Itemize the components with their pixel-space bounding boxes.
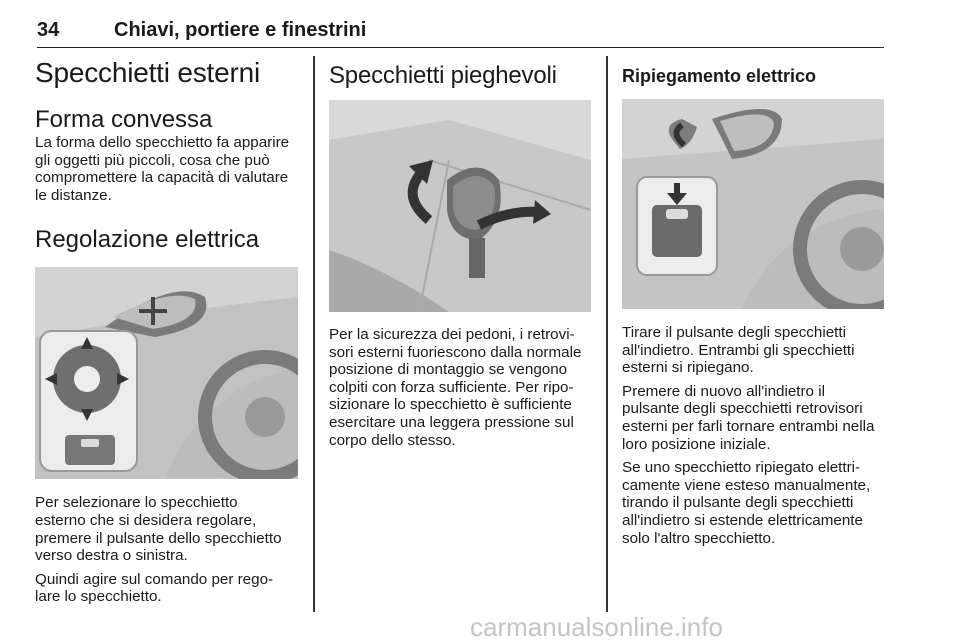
mirror-adjust-illustration [35,267,298,479]
select-mirror-paragraph: Per selezionare lo specchietto esterno che si desidera regolare, premere il pulsante dello specchietto verso destra o sinistra. [35,494,282,565]
electric-folding-svg [622,99,884,309]
right-column [622,56,886,547]
watermark: carmanualsonline.info [470,612,723,642]
running-title: Chiavi, portiere e finestrini [114,19,367,41]
section-title-external-mirrors: Specchietti esterni [35,57,260,88]
page-number: 34 [37,19,60,41]
pull-button-paragraph: Tirare il pulsante degli specchietti all'indietro. Entrambi gli specchietti esterni si ripiegano. [622,324,855,377]
subsection-title-convex-shape: Forma convessa [35,106,213,133]
folding-mirrors-paragraph: Per la sicurezza dei pedoni, i retrovi- sori esterni fuoriescono dalla normale posizione di montaggio se vengono colpiti con forza sufficiente. Per ripo- sizionare lo specchietto è sufficiente esercitare una leggera pressione sul corpo dello stesso. [329,326,582,449]
section-title-folding-mirrors: Specchietti pieghevoli [329,62,557,89]
folding-mirror-illustration [329,100,591,312]
press-again-paragraph: Premere di nuovo all'indietro il pulsante degli specchietti retrovisori esterni per farli tornare entrambi nella loro posizione iniziale. [622,382,875,453]
middle-column [329,56,591,449]
operate-control-paragraph: Quindi agire sul comando per rego- lare lo specchietto. [35,570,274,606]
page-header [37,13,884,48]
convex-shape-paragraph: La forma dello specchietto fa apparire gli oggetti più piccoli, cosa che può compromettere la capacità di valutare le distanze. [35,134,290,204]
subsection-title-electric-adjustment: Regolazione elettrica [35,226,260,254]
mirror-adjust-svg [35,267,298,479]
section-title-electric-folding: Ripiegamento elettrico [622,66,817,86]
folding-mirror-svg [329,100,591,312]
left-column [35,56,300,606]
column-divider [606,56,608,612]
manual-extend-paragraph: Se uno specchietto ripiegato elettri- camente viene esteso manualmente, tirando il pulsante degli specchietti all'indietro si estende elettricamente solo l'altro specchietto. [622,459,871,547]
column-divider [313,56,315,612]
electric-folding-illustration [622,99,884,309]
